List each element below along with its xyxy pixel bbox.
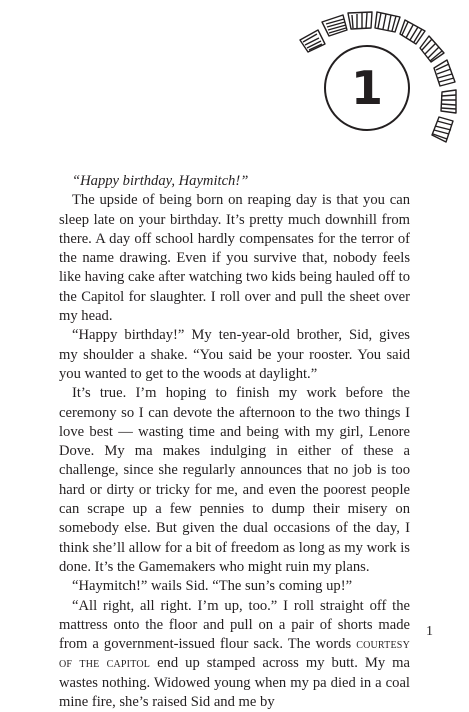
window-pane-6 — [420, 36, 444, 62]
window-pane-9 — [432, 117, 453, 142]
window-pane-4 — [375, 12, 400, 32]
page-number: 1 — [426, 624, 433, 639]
paragraph-4: It’s true. I’m hoping to finish my work before the ceremony so I can devote the afternoon to the two things I love best — wasting time and being with my girl, Lenore Dove. My ma makes indulging in either of these a challenge, since she regularly announces that no job is too hard or dirty or tricky for me, and even the poorest people can scrape up a few pennies to dump their misery on somebody else. But given the dual occasions of the day, I think she’ll allow for a bit of freedom as long as my work is done. It’s the Gamemakers who might ruin my plans. — [59, 385, 410, 575]
window-pane-1 — [300, 30, 325, 52]
window-pane-2 — [322, 15, 347, 36]
window-pane-8 — [441, 90, 456, 113]
chapter-number: 1 — [350, 61, 383, 115]
window-pane-3 — [348, 12, 372, 29]
window-pane-5 — [400, 20, 425, 44]
chapter-body — [59, 172, 410, 712]
paragraph-6-start: “All right, all right. I’m up, too.” I roll straight off the mattress onto the floor and pull on a pair of shorts made from a government-issued flour sack. The words — [59, 597, 410, 653]
paragraph-6-end: end up stamped across my butt. My ma wastes nothing. Widowed young when my pa died in a coal mine fire, she’s raised Sid and me by — [59, 655, 410, 711]
paragraph-5: “Haymitch!” wails Sid. “The sun’s coming up!” — [72, 578, 353, 595]
paragraph-2: The upside of being born on reaping day is that you can sleep late on your birthday. It’s pretty much downhill from there. A day off school hardly compensates for the terror of the name drawing. Even if you survive that, nobody feels like having cake after watching two kids being hauled off to the Capitol for slaughter. I roll over and pull the sheet over my head. — [59, 192, 410, 325]
paragraph-3: “Happy birthday!” My ten-year-old brother, Sid, gives my shoulder a shake. “You said be your rooster. You said you wanted to get to the woods at daylight.” — [59, 327, 410, 382]
capitol-stamp-text: courtesy of the capitol — [59, 636, 410, 672]
paragraph-1: “Happy birthday, Haymitch!” — [72, 173, 249, 189]
window-pane-7 — [434, 60, 455, 86]
paragraph-6 — [59, 597, 410, 712]
